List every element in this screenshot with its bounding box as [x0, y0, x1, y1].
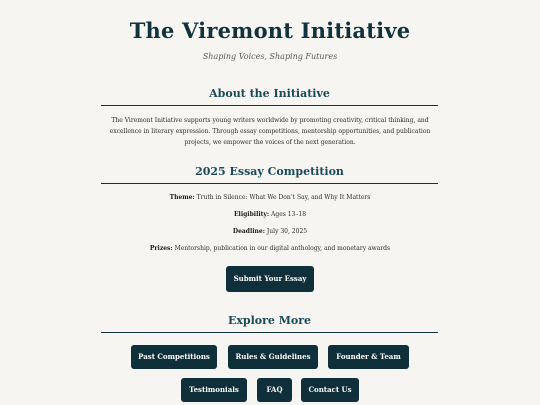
deadline-line	[0, 228, 540, 235]
eligibility-line	[0, 211, 540, 218]
tagline: Shaping Voices, Shaping Futures	[202, 52, 338, 61]
theme-line	[0, 194, 540, 201]
theme-label: Theme:	[169, 194, 195, 201]
deadline-label: Deadline:	[232, 228, 265, 235]
deadline-value: July 30, 2025	[266, 228, 308, 235]
submit-essay-button[interactable]: Submit Your Essay	[226, 266, 314, 292]
prizes-line	[0, 245, 540, 252]
past-competitions-button[interactable]: Past Competitions	[131, 345, 217, 369]
rules-guidelines-button[interactable]: Rules & Guidelines	[228, 345, 318, 369]
eligibility-label: Eligibility:	[233, 211, 270, 218]
eligibility-value: Ages 13–18	[271, 211, 307, 218]
faq-button[interactable]: FAQ	[257, 378, 292, 402]
competition-heading: 2025 Essay Competition	[101, 165, 438, 184]
about-heading: About the Initiative	[101, 87, 438, 106]
testimonials-button[interactable]: Testimonials	[181, 378, 247, 402]
founder-team-button[interactable]: Founder & Team	[328, 345, 409, 369]
contact-us-button[interactable]: Contact Us	[301, 378, 359, 402]
about-text: The Viremont Initiative supports young writers worldwide by promoting creativity, critical thinking, and excellence in literary expression. Through essay competitions, mentorship opportunities, and publication projects, we empower the voices of the next generation.	[109, 117, 431, 146]
theme-value: Truth in Silence: What We Don’t Say, and Why It Matters	[196, 194, 371, 201]
prizes-label: Prizes:	[149, 245, 173, 252]
explore-heading: Explore More	[101, 314, 438, 333]
site-title: The Viremont Initiative	[129, 18, 411, 43]
prizes-value: Mentorship, publication in our digital anthology, and monetary awards	[174, 245, 391, 252]
